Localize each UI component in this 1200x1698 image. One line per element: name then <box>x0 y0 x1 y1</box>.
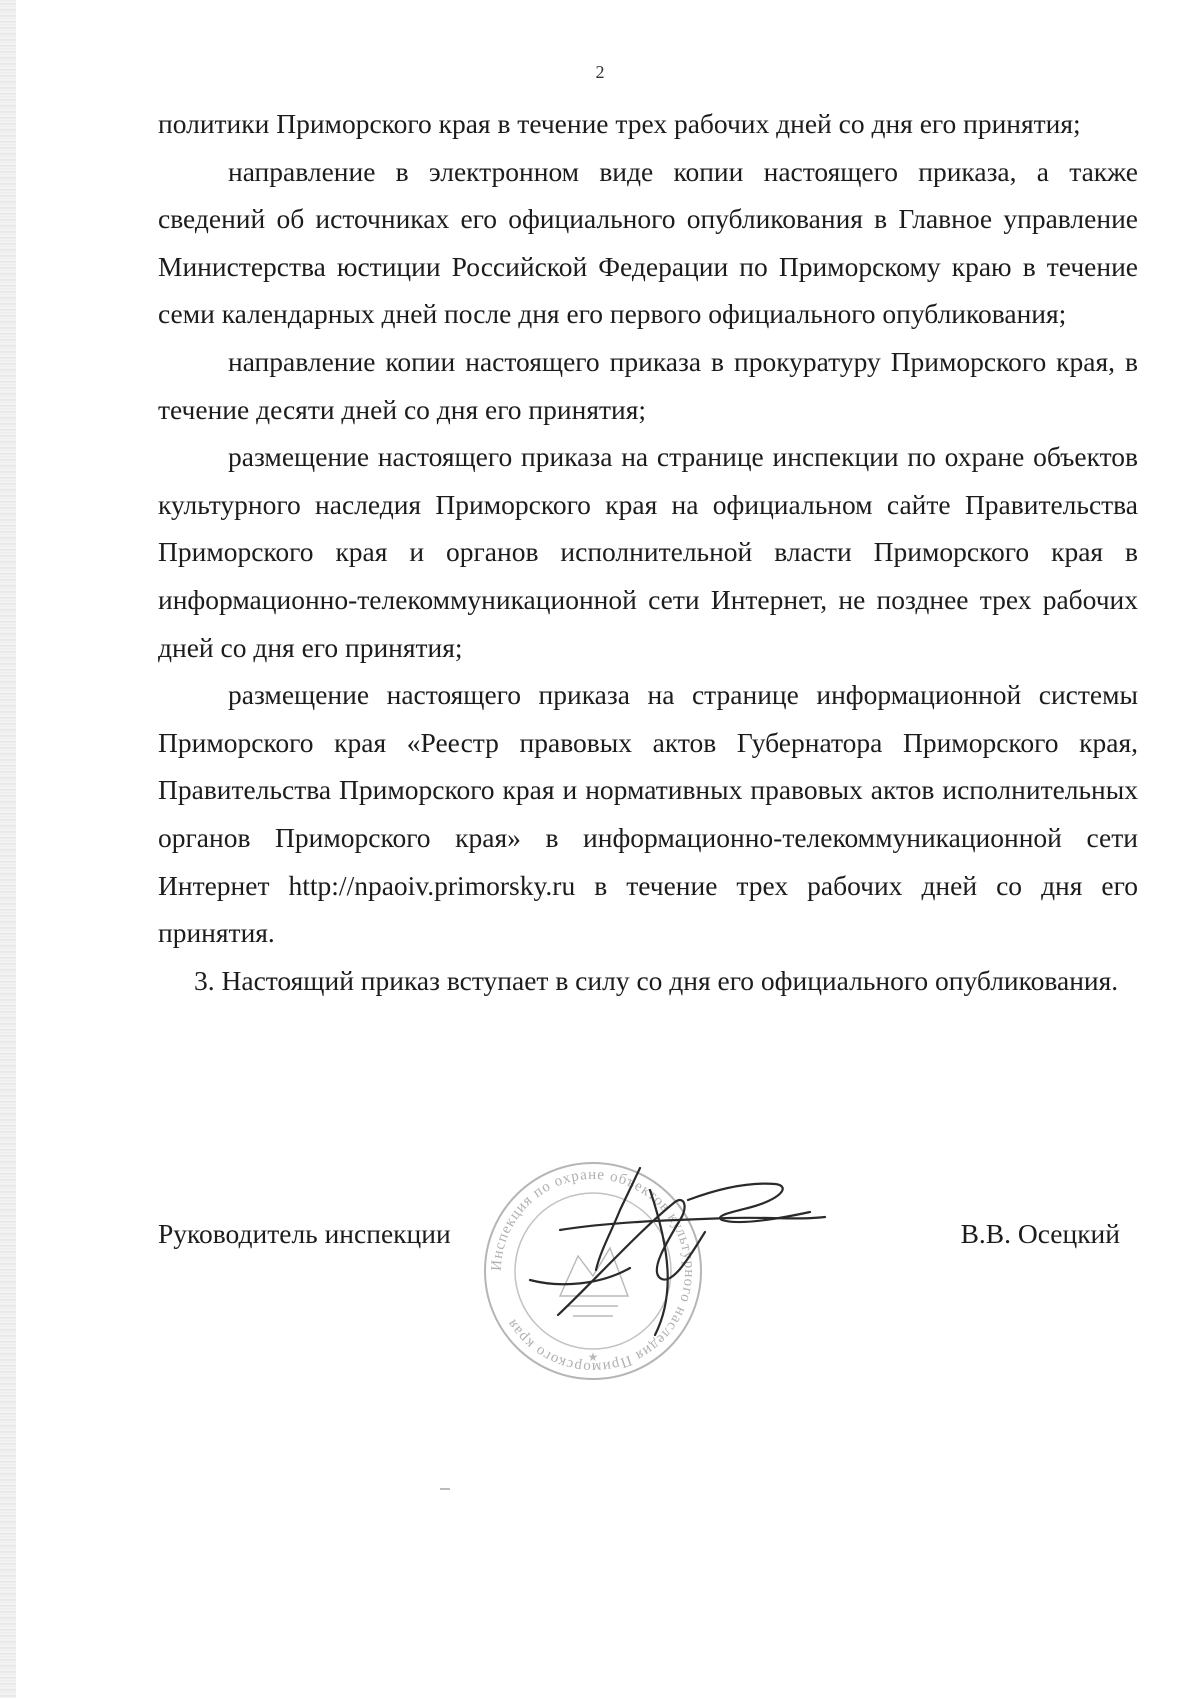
scan-speck <box>440 1488 450 1490</box>
svg-text:★: ★ <box>587 1350 599 1364</box>
signer-position: Руководитель инспекции <box>158 1218 451 1249</box>
scan-edge-artifact <box>0 0 16 1698</box>
signer-name: В.В. Осецкий <box>960 1218 1120 1249</box>
paragraph-effective-date: 3. Настоящий приказ вступает в силу со дня его официального опубликования. <box>194 964 1119 996</box>
paragraph-website-publication: размещение настоящего приказа на странице инспекции по охране объектов культурного наследия Приморского края на официальном сайте Правительства Приморского края и органов исполнительной власти Приморского края в информационно-телекоммуникационной сети Интернет, не позднее трех рабочих дней со дня его принятия; <box>158 441 1138 663</box>
page-number: 2 <box>595 62 605 82</box>
paragraph-registry-publication: размещение настоящего приказа на странице информационной системы Приморского края «Реестр правовых актов Губернатора Приморского края, Правительства Приморского края и нормативных правовых актов исполнительных органов Приморского края» в информационно-телекоммуникационной сети Интернет http://npaoiv.primorsky.ru в течение трех рабочих дней со дня его принятия. <box>158 679 1138 949</box>
paragraph-ministry-notice: направление в электронном виде копии настоящего приказа, а также сведений об источниках его официального опубликования в Главное управление Министерства юстиции Российской Федерации по Приморскому краю в течение семи календарных дней после дня его первого официального опубликования; <box>158 155 1138 330</box>
stamp-ring-text: Инспекция по охране объектов культурного наследия Приморского края <box>488 1166 698 1376</box>
handwritten-signature <box>500 1160 900 1360</box>
document-body <box>158 100 1138 1004</box>
paragraph-prosecutor-copy: направление копии настоящего приказа в прокуратуру Приморского края, в течение десяти дней со дня его принятия; <box>158 345 1138 425</box>
paragraph-continuation: политики Приморского края в течение трех рабочих дней со дня его принятия; <box>158 108 1081 139</box>
